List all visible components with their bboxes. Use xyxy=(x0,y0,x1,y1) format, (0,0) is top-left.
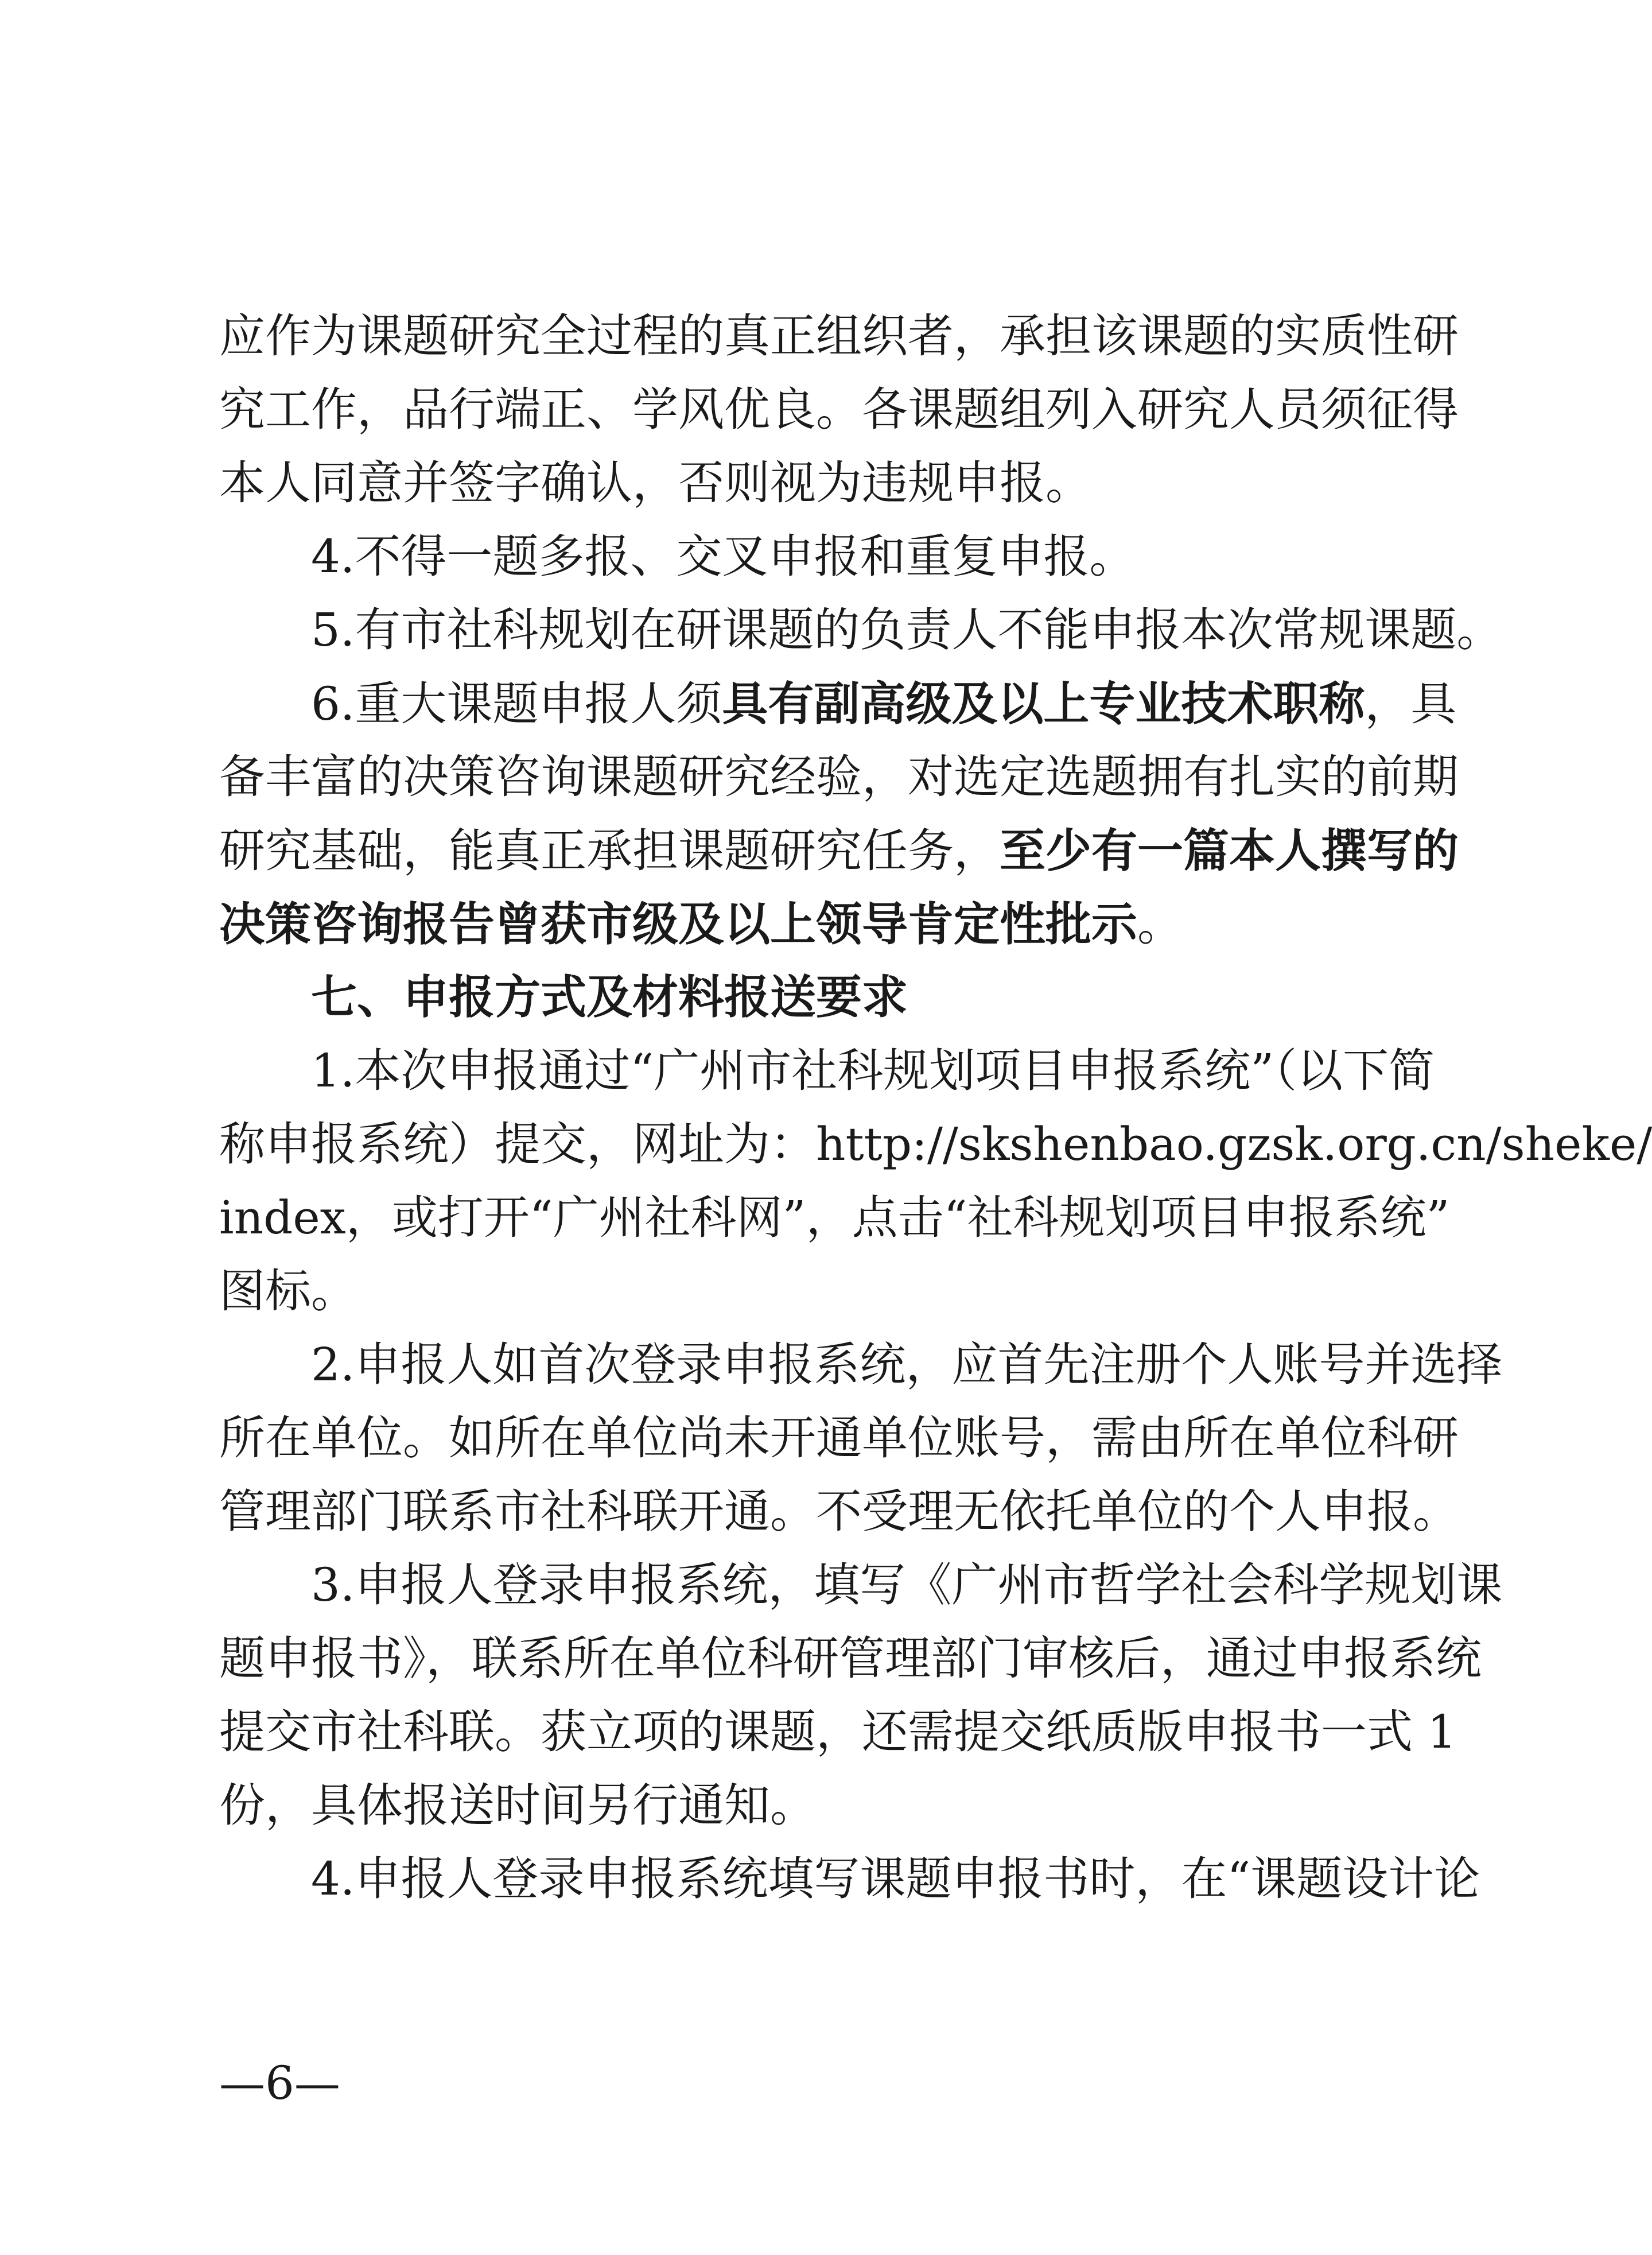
paragraph-line: 题申报书》，联系所在单位科研管理部门审核后，通过申报系统 xyxy=(219,1632,1482,1685)
paragraph-line: 提交市社科联。获立项的课题，还需提交纸质版申报书一式 1 xyxy=(219,1705,1457,1759)
item6-emphasis: 决策咨询报告曾获市级及以上领导肯定性批示 xyxy=(219,897,1137,951)
paragraph-line xyxy=(219,814,1459,887)
paragraph-line xyxy=(219,887,1374,961)
item6-text: 。 xyxy=(1137,898,1183,951)
paragraph-line: 本人同意并签字确认，否则视为违规申报。 xyxy=(219,456,1091,510)
paragraph-line: 管理部门联系市社科联开通。不受理无依托单位的个人申报。 xyxy=(219,1485,1459,1538)
paragraph-line: 应作为课题研究全过程的真正组织者，承担该课题的实质性研 xyxy=(219,309,1459,363)
s7-item-1: 1.本次申报通过“广州市社科规划项目申报系统”（以下简 xyxy=(311,1044,1435,1097)
item6-text: 研究基础，能真正承担课题研究任务， xyxy=(219,824,1000,878)
paragraph-line: 份，具体报送时间另行通知。 xyxy=(219,1779,816,1832)
paragraph-line: index，或打开“广州社科网”，点击“社科规划项目申报系统” xyxy=(219,1191,1450,1244)
s7-item-3: 3.申报人登录申报系统，填写《广州市哲学社会科学规划课 xyxy=(311,1558,1503,1612)
paragraph-line xyxy=(219,1108,1652,1181)
paragraph-line: 图标。 xyxy=(219,1264,357,1318)
s7-item-2: 2.申报人如首次登录申报系统，应首先注册个人账号并选择 xyxy=(311,1338,1503,1391)
section-heading: 七、申报方式及材料报送要求 xyxy=(311,971,908,1024)
paragraph-line: 备丰富的决策咨询课题研究经验，对选定选题拥有扎实的前期 xyxy=(219,750,1459,804)
item6-text: ，具 xyxy=(1365,677,1457,731)
list-item-4: 4.不得一题多报、交叉申报和重复申报。 xyxy=(311,530,1136,583)
url-text: 称申报系统）提交，网址为：http://skshenbao.gzsk.org.cn/sheke/ xyxy=(219,1117,1652,1171)
item6-text: 6.重大课题申报人须 xyxy=(311,677,722,731)
paragraph-line: 所在单位。如所在单位尚未开通单位账号，需由所在单位科研 xyxy=(219,1411,1459,1465)
document-body xyxy=(219,300,1652,1916)
list-item-6 xyxy=(219,667,1457,740)
s7-item-4: 4.申报人登录申报系统填写课题申报书时，在“课题设计论 xyxy=(311,1852,1480,1905)
item6-emphasis: 至少有一篇本人撰写的 xyxy=(1000,824,1459,878)
paragraph-line: 究工作，品行端正、学风优良。各课题组列入研究人员须征得 xyxy=(219,383,1459,436)
page-number: —6— xyxy=(219,2056,340,2110)
list-item-5: 5.有市社科规划在研课题的负责人不能申报本次常规课题。 xyxy=(311,603,1503,657)
item6-emphasis: 具有副高级及以上专业技术职称 xyxy=(722,677,1365,731)
